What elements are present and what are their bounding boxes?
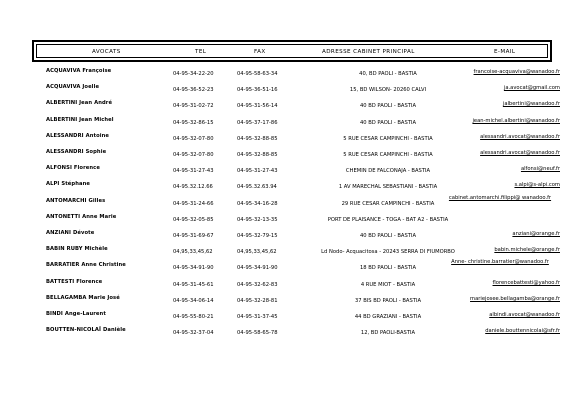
lawyer-name: BOUTTEN-NICOLAÏ Danièle [46,327,126,334]
office-address: Ld Nodo- Acquacitosa - 20243 SERRA DI FIUMORBO [321,249,455,256]
lawyer-name: ALESSANDRI Sophie [46,149,107,155]
office-address: 40, BD PAOLI - BASTIA [359,71,417,77]
table-row [0,309,565,325]
email-link[interactable]: alessandri.avocat@wanadoo.fr [480,150,560,156]
fax-number: 04-95-32-88-85 [237,135,278,142]
email-link[interactable]: francoise-acquaviva@wanadoo.fr [473,69,560,75]
phone-number: 04-95-34-91-90 [173,265,214,272]
email-link[interactable]: alessandri.avocat@wanadoo.fr [480,133,560,140]
lawyer-name: BINDI Ange-Laurent [46,311,106,317]
lawyer-name: ALBERTINI Jean André [46,100,113,107]
email-link[interactable]: alfonsi@neuf.fr [520,166,560,173]
table-row [0,66,565,82]
fax-number: 04-95-32-62-83 [237,281,278,288]
table-row [0,131,565,147]
fax-number: 04-95-34-91-90 [237,265,278,272]
phone-number: 04-95-31-02-72 [173,103,214,110]
office-address: 40 BD PAOLI - BASTIA [359,103,417,110]
phone-number: 04-95-32-05-85 [173,216,214,223]
phone-number: 04-95-32-07-80 [173,152,214,158]
phone-number: 04-95-32-07-80 [173,135,214,142]
office-address: 1 AV MARECHAL SEBASTIANI - BASTIA [338,184,438,191]
email-link[interactable]: anziani@orange.fr [512,231,560,237]
office-address: 4 RUE MIOT - BASTIA [360,281,416,288]
office-address: 29 RUE CESAR CAMPINCHI - BASTIA [341,200,435,207]
email-link[interactable]: mariejosee.bellagamba@orange.fr [470,295,560,302]
phone-number: 04-95-36-52-23 [173,87,214,94]
phone-number: 04-95-55-80-21 [173,314,214,320]
email-link[interactable]: Anne- christine.barratier@wanadoo.fr [451,259,549,266]
table-row [0,196,565,212]
phone-number: 04-95-31-24-66 [173,200,214,207]
office-address: 18 BD PAOLI - BASTIA [359,265,417,272]
lawyer-name: BATTESTI Florence [46,278,103,285]
phone-number: 04-95.32.12.66 [173,184,213,191]
table-row [0,147,565,163]
office-address: 12, BD PAOLI-BASTIA [360,330,416,337]
fax-number: 04-95-32-88-85 [237,152,278,158]
table-row [0,115,565,131]
table-row [0,98,565,114]
lawyer-name: ACQUAVIVA Françoise [46,68,112,74]
header-adresse: ADRESSE CABINET PRINCIPAL [322,49,415,55]
phone-number: 04-95-32-37-04 [173,330,214,337]
lawyer-name: ANZIANI Dévote [46,230,95,236]
lawyer-name: ACQUAVIVA Joelle [46,84,100,91]
phone-number: 04,95,33,45,62 [173,249,213,256]
lawyer-name: BABIN RUBY Michèle [46,246,108,253]
fax-number: 04-95.32.63.94 [237,184,277,191]
email-link[interactable]: ja.avocat@gmail.com [503,85,560,92]
header-email: E-MAIL [494,49,516,55]
phone-number: 04-95-31-27-43 [173,168,214,175]
fax-number: 04-95-31-37-45 [237,314,278,320]
office-address: 15, BD WILSON- 20260 CALVI [349,87,427,94]
table-row [0,82,565,98]
fax-number: 04-95-34-16-28 [237,200,278,207]
lawyer-name: ALESSANDRI Antoine [46,132,110,139]
header-fax: FAX [254,49,266,55]
email-link[interactable]: jalbertini@wanadoo.fr [502,101,560,108]
header-avocats: AVOCATS [92,49,121,55]
fax-number: 04-95-32-13-35 [237,216,278,223]
lawyer-name: ANTONETTI Anne Marie [46,213,117,220]
fax-number: 04-95-32-28-81 [237,297,278,304]
lawyer-name: BELLAGAMBA Marie José [46,294,120,301]
phone-number: 04-95-31-45-61 [173,281,214,288]
table-row [0,244,565,260]
phone-number: 04-95-34-22-20 [173,71,214,77]
email-link[interactable]: florencebattesti@yahoo.fr [492,279,560,286]
lawyer-name: ALPI Stéphane [46,181,91,188]
office-address: 44 BD GRAZIANI - BASTIA [354,314,422,320]
office-address: 40 BD PAOLI - BASTIA [359,119,417,126]
table-row [0,277,565,293]
office-address: 5 RUE CESAR CAMPINCHI - BASTIA [343,152,433,158]
email-link[interactable]: cabinet.antomarchi.filippi@ wanadoo.fr [448,194,552,201]
email-link[interactable]: s.alpi@s-alpi.com [514,182,560,189]
email-link[interactable]: jean-michel.albertini@wanadoo.fr [472,117,560,124]
office-address: CHEMIN DE FALCONAJA - BASTIA [345,168,431,175]
office-address: 40 BD PAOLI - BASTIA [359,233,417,239]
table-row [0,325,565,341]
lawyer-name: BARRATIER Anne Christine [46,262,126,269]
phone-number: 04-95-31-69-67 [173,233,214,239]
fax-number: 04,95,33,45,62 [237,249,277,256]
table-header [32,40,552,62]
table-row [0,293,565,309]
lawyer-name: ALFONSI Florence [46,165,100,172]
fax-number: 04-95-32-79-15 [237,233,278,239]
lawyer-name: ALBERTINI Jean Michel [46,116,114,123]
office-address: 5 RUE CESAR CAMPINCHI - BASTIA [343,135,433,142]
fax-number: 04-95-31-56-14 [237,103,278,110]
email-link[interactable]: daniele.bouttennicolai@sfr.fr [485,328,560,335]
office-address: 37 BIS BD PAOLI - BASTIA [354,297,422,304]
office-address: PORT DE PLAISANCE - TOGA - BAT A2 - BASTIA [327,216,449,223]
lawyer-name: ANTOMARCHI Gilles [46,197,106,204]
table-row [0,179,565,195]
fax-number: 04-95-36-51-16 [237,87,278,94]
email-link[interactable]: babin.michele@orange.fr [494,247,560,254]
phone-number: 04-95-32-86-15 [173,119,214,126]
header-tel: TEL [195,49,207,55]
table-row [0,228,565,244]
fax-number: 04-95-37-17-86 [237,119,278,126]
email-link[interactable]: albindi.avocat@wanadoo.fr [489,312,560,318]
phone-number: 04-95-34-06-14 [173,297,214,304]
table-row [0,163,565,179]
fax-number: 04-95-58-63-34 [237,71,278,77]
table-row [0,212,565,228]
table-row [0,260,565,276]
fax-number: 04-95-58-65-78 [237,330,278,337]
fax-number: 04-95-31-27-43 [237,168,278,175]
